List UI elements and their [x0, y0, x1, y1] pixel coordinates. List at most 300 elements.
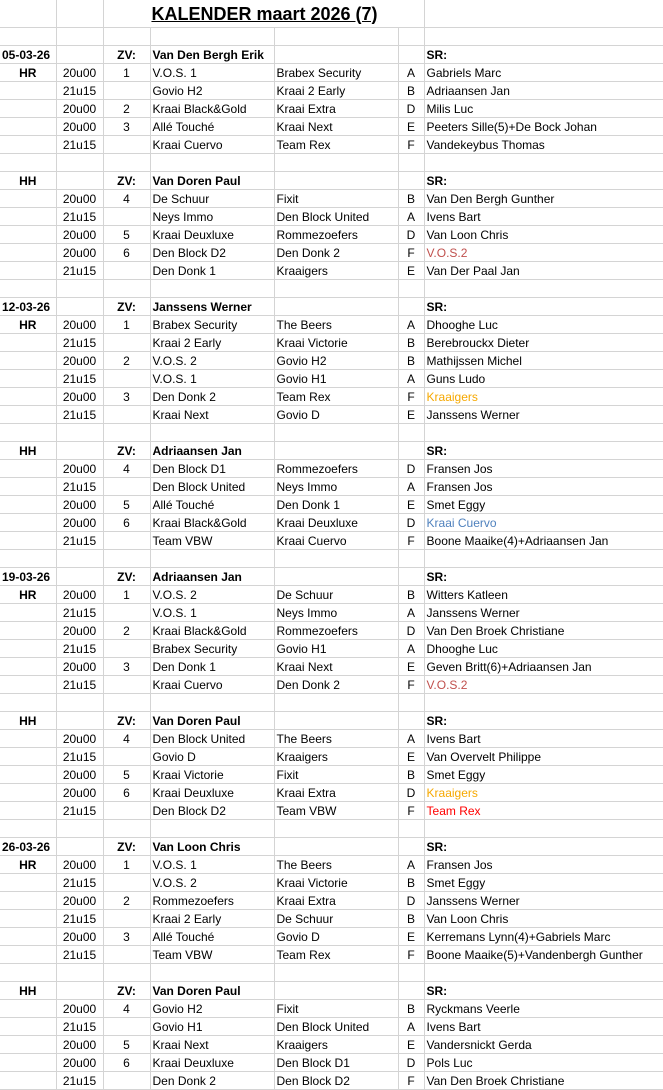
- sr-label: SR:: [424, 838, 663, 856]
- match-field: 4: [103, 730, 150, 748]
- match-field: [103, 262, 150, 280]
- referee: Smet Eggy: [424, 496, 663, 514]
- home-team: De Schuur: [150, 190, 274, 208]
- match-row: [0, 928, 663, 946]
- home-team: Den Donk 1: [150, 658, 274, 676]
- match-field: [103, 208, 150, 226]
- match-field: [103, 478, 150, 496]
- zv-label: ZV:: [103, 568, 150, 586]
- section-header-row: [0, 172, 663, 190]
- match-time: 21u15: [56, 676, 103, 694]
- sr-label: SR:: [424, 46, 663, 64]
- home-team: Govio D: [150, 748, 274, 766]
- home-team: Kraai Next: [150, 1036, 274, 1054]
- section-header-row: [0, 982, 663, 1000]
- series-letter: B: [398, 334, 424, 352]
- series-letter: A: [398, 640, 424, 658]
- match-time: 21u15: [56, 874, 103, 892]
- home-team: Den Donk 2: [150, 1072, 274, 1090]
- home-team: Allé Touché: [150, 496, 274, 514]
- away-team: Team Rex: [274, 946, 398, 964]
- series-letter: D: [398, 622, 424, 640]
- section-header-row: [0, 568, 663, 586]
- match-field: 1: [103, 856, 150, 874]
- home-team: Kraai 2 Early: [150, 910, 274, 928]
- match-row: [0, 784, 663, 802]
- home-team: Den Donk 1: [150, 262, 274, 280]
- away-team: Kraai Cuervo: [274, 532, 398, 550]
- match-field: 6: [103, 1054, 150, 1072]
- section-header-row: [0, 46, 663, 64]
- sr-label: SR:: [424, 982, 663, 1000]
- series-letter: E: [398, 928, 424, 946]
- match-field: [103, 640, 150, 658]
- series-letter: B: [398, 874, 424, 892]
- match-time: 20u00: [56, 586, 103, 604]
- match-time: 20u00: [56, 730, 103, 748]
- series-letter: E: [398, 658, 424, 676]
- away-team: Den Donk 1: [274, 496, 398, 514]
- referee: Witters Katleen: [424, 586, 663, 604]
- away-team: Kraai Next: [274, 658, 398, 676]
- match-time: 20u00: [56, 1054, 103, 1072]
- zv-name: Van Loon Chris: [150, 838, 274, 856]
- match-row: [0, 136, 663, 154]
- series-letter: D: [398, 784, 424, 802]
- home-team: Kraai Black&Gold: [150, 622, 274, 640]
- home-team: V.O.S. 2: [150, 874, 274, 892]
- referee: Fransen Jos: [424, 856, 663, 874]
- away-team: Fixit: [274, 766, 398, 784]
- match-time: 20u00: [56, 766, 103, 784]
- match-field: 2: [103, 100, 150, 118]
- match-field: 5: [103, 226, 150, 244]
- home-team: Govio H2: [150, 1000, 274, 1018]
- away-team: Govio D: [274, 406, 398, 424]
- away-team: Den Donk 2: [274, 676, 398, 694]
- referee: Adriaansen Jan: [424, 82, 663, 100]
- series-letter: B: [398, 190, 424, 208]
- home-team: Govio H2: [150, 82, 274, 100]
- away-team: The Beers: [274, 316, 398, 334]
- series-letter: F: [398, 388, 424, 406]
- match-row: [0, 946, 663, 964]
- zv-label: ZV:: [103, 172, 150, 190]
- referee: Kerremans Lynn(4)+Gabriels Marc: [424, 928, 663, 946]
- home-team: Allé Touché: [150, 928, 274, 946]
- match-time: 21u15: [56, 208, 103, 226]
- series-letter: D: [398, 226, 424, 244]
- home-team: Allé Touché: [150, 118, 274, 136]
- series-letter: B: [398, 586, 424, 604]
- sr-label: SR:: [424, 172, 663, 190]
- zv-label: ZV:: [103, 298, 150, 316]
- match-row: [0, 1072, 663, 1090]
- match-row: [0, 370, 663, 388]
- match-time: 20u00: [56, 496, 103, 514]
- match-time: 21u15: [56, 532, 103, 550]
- week-date: 26-03-26: [0, 838, 56, 856]
- series-letter: F: [398, 802, 424, 820]
- referee: Janssens Werner: [424, 892, 663, 910]
- match-field: 5: [103, 766, 150, 784]
- match-field: 3: [103, 928, 150, 946]
- series-letter: B: [398, 352, 424, 370]
- match-time: 20u00: [56, 892, 103, 910]
- series-letter: A: [398, 208, 424, 226]
- referee: Ryckmans Veerle: [424, 1000, 663, 1018]
- match-row: [0, 586, 663, 604]
- match-row: [0, 748, 663, 766]
- match-row: [0, 316, 663, 334]
- referee: Kraaigers: [424, 784, 663, 802]
- match-field: [103, 874, 150, 892]
- away-team: Kraai Victorie: [274, 334, 398, 352]
- home-team: Team VBW: [150, 946, 274, 964]
- match-field: [103, 946, 150, 964]
- match-field: [103, 676, 150, 694]
- zv-name: Van Doren Paul: [150, 982, 274, 1000]
- referee: V.O.S.2: [424, 676, 663, 694]
- referee: Kraai Cuervo: [424, 514, 663, 532]
- home-team: Brabex Security: [150, 316, 274, 334]
- sr-label: SR:: [424, 442, 663, 460]
- home-team: Brabex Security: [150, 640, 274, 658]
- match-field: [103, 910, 150, 928]
- series-letter: E: [398, 118, 424, 136]
- referee: Van Der Paal Jan: [424, 262, 663, 280]
- away-team: Den Block D2: [274, 1072, 398, 1090]
- series-letter: A: [398, 1018, 424, 1036]
- match-field: 1: [103, 316, 150, 334]
- match-time: 21u15: [56, 748, 103, 766]
- match-row: [0, 118, 663, 136]
- referee: Dhooghe Luc: [424, 640, 663, 658]
- away-team: Team Rex: [274, 136, 398, 154]
- match-field: [103, 406, 150, 424]
- match-row: [0, 244, 663, 262]
- match-time: 20u00: [56, 514, 103, 532]
- home-team: Kraai Cuervo: [150, 676, 274, 694]
- match-row: [0, 478, 663, 496]
- away-team: Kraaigers: [274, 748, 398, 766]
- spacer-row: [0, 820, 663, 838]
- section-header-row: [0, 712, 663, 730]
- away-team: Kraai Next: [274, 118, 398, 136]
- match-field: 1: [103, 586, 150, 604]
- match-row: [0, 514, 663, 532]
- home-team: Den Block United: [150, 478, 274, 496]
- match-field: [103, 136, 150, 154]
- away-team: Kraai Deuxluxe: [274, 514, 398, 532]
- series-letter: F: [398, 532, 424, 550]
- series-letter: D: [398, 100, 424, 118]
- match-field: [103, 370, 150, 388]
- match-field: 1: [103, 64, 150, 82]
- away-team: Govio H1: [274, 370, 398, 388]
- series-letter: A: [398, 604, 424, 622]
- referee: Boone Maaike(4)+Adriaansen Jan: [424, 532, 663, 550]
- home-team: Neys Immo: [150, 208, 274, 226]
- referee: Milis Luc: [424, 100, 663, 118]
- home-team: Kraai Deuxluxe: [150, 1054, 274, 1072]
- match-time: 20u00: [56, 784, 103, 802]
- match-time: 20u00: [56, 352, 103, 370]
- referee: Boone Maaike(5)+Vandenbergh Gunther: [424, 946, 663, 964]
- series-letter: F: [398, 1072, 424, 1090]
- referee: Smet Eggy: [424, 766, 663, 784]
- hall-label: HR: [0, 856, 56, 874]
- match-row: [0, 334, 663, 352]
- away-team: Brabex Security: [274, 64, 398, 82]
- match-row: [0, 226, 663, 244]
- home-team: Team VBW: [150, 532, 274, 550]
- match-time: 20u00: [56, 622, 103, 640]
- match-row: [0, 190, 663, 208]
- home-team: V.O.S. 1: [150, 370, 274, 388]
- match-row: [0, 1000, 663, 1018]
- home-team: V.O.S. 2: [150, 586, 274, 604]
- away-team: Rommezoefers: [274, 460, 398, 478]
- page-title: KALENDER maart 2026 (7): [103, 0, 424, 28]
- match-time: 21u15: [56, 1072, 103, 1090]
- match-time: 21u15: [56, 604, 103, 622]
- match-row: [0, 640, 663, 658]
- match-field: [103, 604, 150, 622]
- away-team: Team VBW: [274, 802, 398, 820]
- hall-label: HH: [0, 712, 56, 730]
- match-time: 20u00: [56, 244, 103, 262]
- section-header-row: [0, 838, 663, 856]
- referee: Smet Eggy: [424, 874, 663, 892]
- match-field: 4: [103, 1000, 150, 1018]
- series-letter: E: [398, 748, 424, 766]
- home-team: Kraai Black&Gold: [150, 514, 274, 532]
- match-time: 21u15: [56, 640, 103, 658]
- match-field: 3: [103, 118, 150, 136]
- referee: Fransen Jos: [424, 478, 663, 496]
- match-field: 4: [103, 460, 150, 478]
- week-date: 19-03-26: [0, 568, 56, 586]
- referee: Janssens Werner: [424, 406, 663, 424]
- match-time: 20u00: [56, 658, 103, 676]
- away-team: Neys Immo: [274, 478, 398, 496]
- zv-label: ZV:: [103, 982, 150, 1000]
- match-time: 20u00: [56, 1000, 103, 1018]
- away-team: Govio H2: [274, 352, 398, 370]
- series-letter: A: [398, 478, 424, 496]
- home-team: V.O.S. 1: [150, 856, 274, 874]
- zv-label: ZV:: [103, 712, 150, 730]
- spacer-row: [0, 424, 663, 442]
- spacer-row: [0, 694, 663, 712]
- series-letter: A: [398, 730, 424, 748]
- match-row: [0, 802, 663, 820]
- referee: Berebrouckx Dieter: [424, 334, 663, 352]
- zv-label: ZV:: [103, 442, 150, 460]
- referee: Vandersnickt Gerda: [424, 1036, 663, 1054]
- away-team: Rommezoefers: [274, 622, 398, 640]
- series-letter: F: [398, 244, 424, 262]
- match-time: 21u15: [56, 136, 103, 154]
- away-team: Den Donk 2: [274, 244, 398, 262]
- away-team: Govio H1: [274, 640, 398, 658]
- zv-name: Adriaansen Jan: [150, 568, 274, 586]
- match-field: [103, 82, 150, 100]
- away-team: Rommezoefers: [274, 226, 398, 244]
- away-team: Fixit: [274, 190, 398, 208]
- match-row: [0, 460, 663, 478]
- home-team: Kraai Deuxluxe: [150, 784, 274, 802]
- section-header-row: [0, 298, 663, 316]
- match-field: 3: [103, 658, 150, 676]
- away-team: Kraaigers: [274, 1036, 398, 1054]
- match-row: [0, 604, 663, 622]
- zv-name: Janssens Werner: [150, 298, 274, 316]
- hall-label: HH: [0, 172, 56, 190]
- referee: Ivens Bart: [424, 1018, 663, 1036]
- series-letter: E: [398, 406, 424, 424]
- match-row: [0, 1054, 663, 1072]
- match-time: 20u00: [56, 226, 103, 244]
- match-row: [0, 1036, 663, 1054]
- match-time: 20u00: [56, 460, 103, 478]
- referee: Van Loon Chris: [424, 226, 663, 244]
- referee: Van Den Broek Christiane: [424, 622, 663, 640]
- referee: Gabriels Marc: [424, 64, 663, 82]
- series-letter: A: [398, 370, 424, 388]
- match-time: 21u15: [56, 946, 103, 964]
- away-team: Den Block United: [274, 1018, 398, 1036]
- away-team: Govio D: [274, 928, 398, 946]
- away-team: The Beers: [274, 856, 398, 874]
- spacer-row: [0, 28, 663, 46]
- referee: Van Loon Chris: [424, 910, 663, 928]
- match-time: 21u15: [56, 406, 103, 424]
- sr-label: SR:: [424, 568, 663, 586]
- series-letter: D: [398, 460, 424, 478]
- referee: Van Den Broek Christiane: [424, 1072, 663, 1090]
- home-team: Den Block D1: [150, 460, 274, 478]
- sr-label: SR:: [424, 298, 663, 316]
- away-team: De Schuur: [274, 910, 398, 928]
- sr-label: SR:: [424, 712, 663, 730]
- match-field: 5: [103, 1036, 150, 1054]
- match-time: 21u15: [56, 334, 103, 352]
- referee: Mathijssen Michel: [424, 352, 663, 370]
- referee: Van Den Bergh Gunther: [424, 190, 663, 208]
- match-row: [0, 730, 663, 748]
- match-field: 6: [103, 784, 150, 802]
- away-team: Fixit: [274, 1000, 398, 1018]
- home-team: Den Block D2: [150, 802, 274, 820]
- home-team: Den Block United: [150, 730, 274, 748]
- hall-label: HR: [0, 316, 56, 334]
- match-row: [0, 892, 663, 910]
- match-row: [0, 208, 663, 226]
- match-row: [0, 658, 663, 676]
- match-time: 21u15: [56, 370, 103, 388]
- series-letter: D: [398, 1054, 424, 1072]
- home-team: V.O.S. 2: [150, 352, 274, 370]
- match-time: 21u15: [56, 262, 103, 280]
- away-team: De Schuur: [274, 586, 398, 604]
- match-time: 20u00: [56, 316, 103, 334]
- match-field: 3: [103, 388, 150, 406]
- away-team: Kraai Victorie: [274, 874, 398, 892]
- series-letter: E: [398, 496, 424, 514]
- home-team: Govio H1: [150, 1018, 274, 1036]
- away-team: Kraai 2 Early: [274, 82, 398, 100]
- away-team: Kraaigers: [274, 262, 398, 280]
- match-row: [0, 1018, 663, 1036]
- match-time: 21u15: [56, 478, 103, 496]
- away-team: Kraai Extra: [274, 892, 398, 910]
- week-date: 12-03-26: [0, 298, 56, 316]
- match-field: [103, 532, 150, 550]
- referee: Geven Britt(6)+Adriaansen Jan: [424, 658, 663, 676]
- match-row: [0, 766, 663, 784]
- series-letter: B: [398, 910, 424, 928]
- away-team: Den Block D1: [274, 1054, 398, 1072]
- referee: Peeters Sille(5)+De Bock Johan: [424, 118, 663, 136]
- series-letter: D: [398, 892, 424, 910]
- referee: Kraaigers: [424, 388, 663, 406]
- referee: Guns Ludo: [424, 370, 663, 388]
- away-team: Neys Immo: [274, 604, 398, 622]
- home-team: Den Donk 2: [150, 388, 274, 406]
- match-row: [0, 100, 663, 118]
- series-letter: A: [398, 316, 424, 334]
- hall-label: HH: [0, 442, 56, 460]
- match-time: 20u00: [56, 388, 103, 406]
- series-letter: A: [398, 64, 424, 82]
- match-time: 20u00: [56, 856, 103, 874]
- home-team: Kraai Cuervo: [150, 136, 274, 154]
- match-row: [0, 388, 663, 406]
- match-time: 21u15: [56, 802, 103, 820]
- hall-label: HR: [0, 64, 56, 82]
- match-row: [0, 676, 663, 694]
- match-row: [0, 622, 663, 640]
- zv-name: Van Den Bergh Erik: [150, 46, 274, 64]
- match-field: 2: [103, 892, 150, 910]
- match-field: 2: [103, 352, 150, 370]
- spacer-row: [0, 154, 663, 172]
- series-letter: F: [398, 676, 424, 694]
- match-row: [0, 352, 663, 370]
- match-row: [0, 262, 663, 280]
- match-time: 20u00: [56, 118, 103, 136]
- match-field: 4: [103, 190, 150, 208]
- series-letter: A: [398, 856, 424, 874]
- match-field: [103, 334, 150, 352]
- match-field: [103, 1072, 150, 1090]
- away-team: The Beers: [274, 730, 398, 748]
- referee: Van Overvelt Philippe: [424, 748, 663, 766]
- referee: Janssens Werner: [424, 604, 663, 622]
- home-team: Kraai Black&Gold: [150, 100, 274, 118]
- series-letter: E: [398, 262, 424, 280]
- series-letter: E: [398, 1036, 424, 1054]
- match-row: [0, 496, 663, 514]
- referee: Dhooghe Luc: [424, 316, 663, 334]
- match-row: [0, 910, 663, 928]
- match-time: 21u15: [56, 82, 103, 100]
- home-team: Kraai Victorie: [150, 766, 274, 784]
- match-field: [103, 802, 150, 820]
- series-letter: F: [398, 946, 424, 964]
